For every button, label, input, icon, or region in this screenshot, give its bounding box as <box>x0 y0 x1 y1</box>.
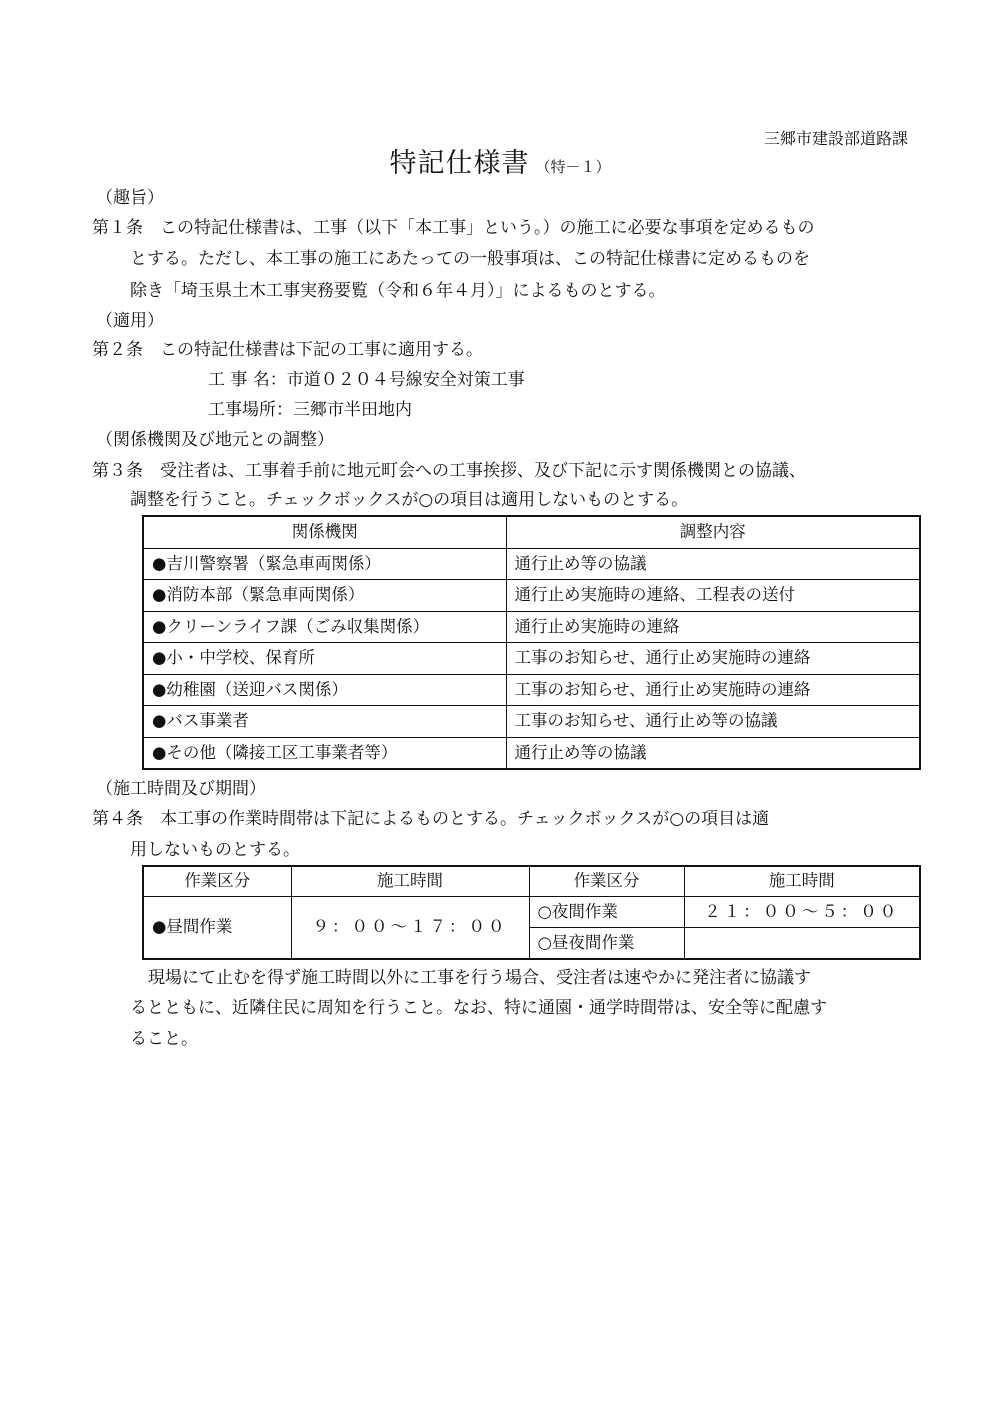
table-row <box>143 897 920 928</box>
content-cell: 工事のお知らせ、通行止め等の協議 <box>506 706 920 738</box>
header-agency: 関係機関 <box>143 516 506 548</box>
header-work-time-2: 施工時間 <box>684 866 920 897</box>
content-cell: 通行止め等の協議 <box>506 548 920 580</box>
table-row <box>143 737 920 769</box>
document-title: 特記仕様書 <box>389 148 530 179</box>
table-row <box>143 580 920 612</box>
article-1-line-1: 第１条 この特記仕様書は、工事（以下「本工事」という。）の施工に必要な事項を定めるもの <box>92 218 815 238</box>
table-row <box>143 548 920 580</box>
content-cell: 工事のお知らせ、通行止め実施時の連絡 <box>506 643 920 675</box>
section-heading-purpose: （趣旨） <box>96 188 164 208</box>
night-work-cell: ○夜間作業 <box>529 897 684 928</box>
agency-cell: ●幼稚園（送迎バス関係） <box>143 674 506 706</box>
document-title-sub: （特－１） <box>535 158 611 176</box>
content-cell: 通行止め実施時の連絡 <box>506 611 920 643</box>
department-label: 三郷市建設部道路課 <box>763 129 908 148</box>
section-heading-coordination: （関係機関及び地元との調整） <box>96 430 334 450</box>
article-4-line-2: 用しないものとする。 <box>130 840 300 860</box>
header-work-time: 施工時間 <box>291 866 529 897</box>
section-heading-working-hours: （施工時間及び期間） <box>96 779 266 799</box>
content-cell: 工事のお知らせ、通行止め実施時の連絡 <box>506 674 920 706</box>
header-work-type-2: 作業区分 <box>529 866 684 897</box>
section-heading-scope: （適用） <box>96 311 164 331</box>
night-time-cell: ２１：００～５：００ <box>684 897 920 928</box>
agency-cell: ●消防本部（緊急車両関係） <box>143 580 506 612</box>
agency-cell: ●その他（隣接工区工事業者等） <box>143 737 506 769</box>
article-1-line-3: 除き「埼玉県土木工事実務要覧（令和６年４月）」によるものとする。 <box>130 281 666 301</box>
working-hours-header <box>143 866 920 897</box>
agency-cell: ●クリーンライフ課（ごみ収集関係） <box>143 611 506 643</box>
work-name: 工 事 名：市道０２０４号線安全対策工事 <box>208 370 525 390</box>
day-work-cell: ●昼間作業 <box>143 897 291 960</box>
article-2-line: 第２条 この特記仕様書は下記の工事に適用する。 <box>92 340 483 360</box>
table-row <box>143 706 920 738</box>
table-row <box>143 674 920 706</box>
agency-cell: ●吉川警察署（緊急車両関係） <box>143 548 506 580</box>
article-3-line-1: 第３条 受注者は、工事着手前に地元町会への工事挨拶、及び下記に示す関係機関との協議、 <box>92 461 806 481</box>
article-1-line-2: とする。ただし、本工事の施工にあたっての一般事項は、この特記仕様書に定めるものを <box>130 249 810 269</box>
agency-table <box>142 515 921 770</box>
working-hours-table <box>142 865 921 960</box>
note-line-3: ること。 <box>130 1029 198 1049</box>
header-content: 調整内容 <box>506 516 920 548</box>
header-work-type: 作業区分 <box>143 866 291 897</box>
document-title-block <box>0 150 1000 177</box>
article-4-line-1: 第４条 本工事の作業時間帯は下記によるものとする。チェックボックスが○の項目は適 <box>92 809 770 829</box>
content-cell: 通行止め等の協議 <box>506 737 920 769</box>
day-time-cell: ９：００～１７：００ <box>291 897 529 960</box>
agency-cell: ●小・中学校、保育所 <box>143 643 506 675</box>
article-3-line-2: 調整を行うこと。チェックボックスが○の項目は適用しないものとする。 <box>130 490 689 510</box>
work-place: 工事場所：三郷市半田地内 <box>208 400 412 420</box>
note-line-2: るとともに、近隣住民に周知を行うこと。なお、特に通園・通学時間帯は、安全等に配慮す <box>130 998 827 1018</box>
daynight-time-cell <box>684 928 920 960</box>
agency-table-header <box>143 516 920 548</box>
content-cell: 通行止め実施時の連絡、工程表の送付 <box>506 580 920 612</box>
table-row <box>143 611 920 643</box>
agency-cell: ●バス事業者 <box>143 706 506 738</box>
daynight-work-cell: ○昼夜間作業 <box>529 928 684 960</box>
note-line-1: 現場にて止むを得ず施工時間以外に工事を行う場合、受注者は速やかに発注者に協議す <box>148 968 811 988</box>
table-row <box>143 643 920 675</box>
